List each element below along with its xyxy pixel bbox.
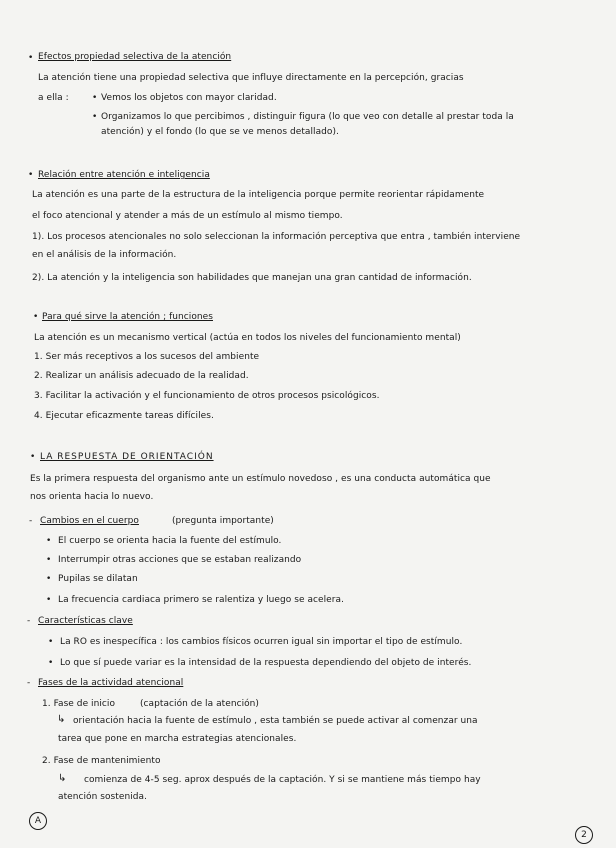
list-item: Pupilas se dilatan [58,574,138,584]
list-item: La RO es inespecífica : los cambios físicos ocurren igual sin importar el tipo de estímulo. [60,637,463,647]
bullet-dot: • [30,452,36,462]
paragraph-line: en el análisis de la información. [32,250,177,260]
section-heading-orientacion: LA RESPUESTA DE ORIENTACIÓN [40,452,214,462]
list-item: Lo que sí puede variar es la intensidad de la respuesta dependiendo del objeto de interés. [60,658,472,668]
paragraph-line: Es la primera respuesta del organismo ante un estímulo novedoso , es una conducta automática que [30,474,491,484]
list-item: 1. Ser más receptivos a los sucesos del ambiente [34,352,260,362]
paragraph-line: 2). La atención y la inteligencia son habilidades que manejan una gran cantidad de información. [32,273,472,283]
bullet-dot: • [92,112,98,122]
bullet-dot: • [46,555,52,565]
bullet-dot: • [92,93,98,103]
bullet-dot: • [48,637,54,647]
dash-marker: - [27,678,31,688]
list-item: Vemos los objetos con mayor claridad. [101,93,277,103]
section-heading-inteligencia: Relación entre atención e inteligencia [38,170,210,180]
bullet-dot: • [28,53,34,63]
paragraph-line: el foco atencional y atender a más de un estímulo al mismo tiempo. [32,211,343,221]
section-heading-fases: Fases de la actividad atencional [38,678,184,688]
list-item: 3. Facilitar la activación y el funcionamiento de otros procesos psicológicos. [34,391,380,401]
bullet-dot: • [28,170,34,180]
paragraph-line: orientación hacia la fuente de estímulo , esta también se puede activar al comenzar una [73,716,478,726]
paragraph-line: 1). Los procesos atencionales no solo seleccionan la información perceptiva que entra , también interviene [32,232,521,242]
paragraph-line: tarea que pone en marcha estrategias atencionales. [58,734,297,744]
list-item: Interrumpir otras acciones que se estaban realizando [58,555,302,565]
heading-note: (pregunta importante) [172,516,274,526]
bullet-dot: • [33,312,39,322]
page-number-badge: 2 [575,826,593,844]
phase-title: 1. Fase de inicio [42,699,116,709]
list-item: Organizamos lo que percibimos , distinguir figura (lo que veo con detalle al prestar toda la [101,112,514,122]
paragraph-line: nos orienta hacia lo nuevo. [30,492,154,502]
arrow-right-icon: ↳ [57,714,66,725]
dash-marker: - [27,616,31,626]
list-item: El cuerpo se orienta hacia la fuente del estímulo. [58,536,282,546]
section-heading-cambios: Cambios en el cuerpo [40,516,139,526]
paragraph-line: comienza de 4-5 seg. aprox después de la captación. Y si se mantiene más tiempo hay [84,775,481,785]
paragraph-line: atención sostenida. [58,792,147,802]
paragraph-line: a ella : [38,93,69,103]
bullet-dot: • [46,574,52,584]
phase-title: 2. Fase de mantenimiento [42,756,161,766]
section-heading-selectiva: Efectos propiedad selectiva de la atención [38,52,232,62]
list-item: 4. Ejecutar eficazmente tareas difíciles. [34,411,214,421]
list-item: La frecuencia cardiaca primero se ralentiza y luego se acelera. [58,595,344,605]
dash-marker: - [29,516,33,526]
arrow-right-icon: ↳ [58,773,67,784]
paragraph-line: La atención es un mecanismo vertical (actúa en todos los niveles del funcionamiento mental) [34,333,461,343]
bullet-dot: • [46,536,52,546]
paragraph-line: La atención es una parte de la estructura de la inteligencia porque permite reorientar rápidamente [32,190,485,200]
section-heading-funciones: Para qué sirve la atención ; funciones [42,312,213,322]
paragraph-line: atención) y el fondo (lo que se ve menos detallado). [101,127,339,137]
section-heading-caracteristicas: Características clave [38,616,133,626]
list-item: 2. Realizar un análisis adecuado de la realidad. [34,371,249,381]
bullet-dot: • [48,658,54,668]
bullet-dot: • [46,595,52,605]
phase-note: (captación de la atención) [140,699,259,709]
footer-badge-left: A [29,812,47,830]
paragraph-line: La atención tiene una propiedad selectiva que influye directamente en la percepción, gracias [38,73,464,83]
